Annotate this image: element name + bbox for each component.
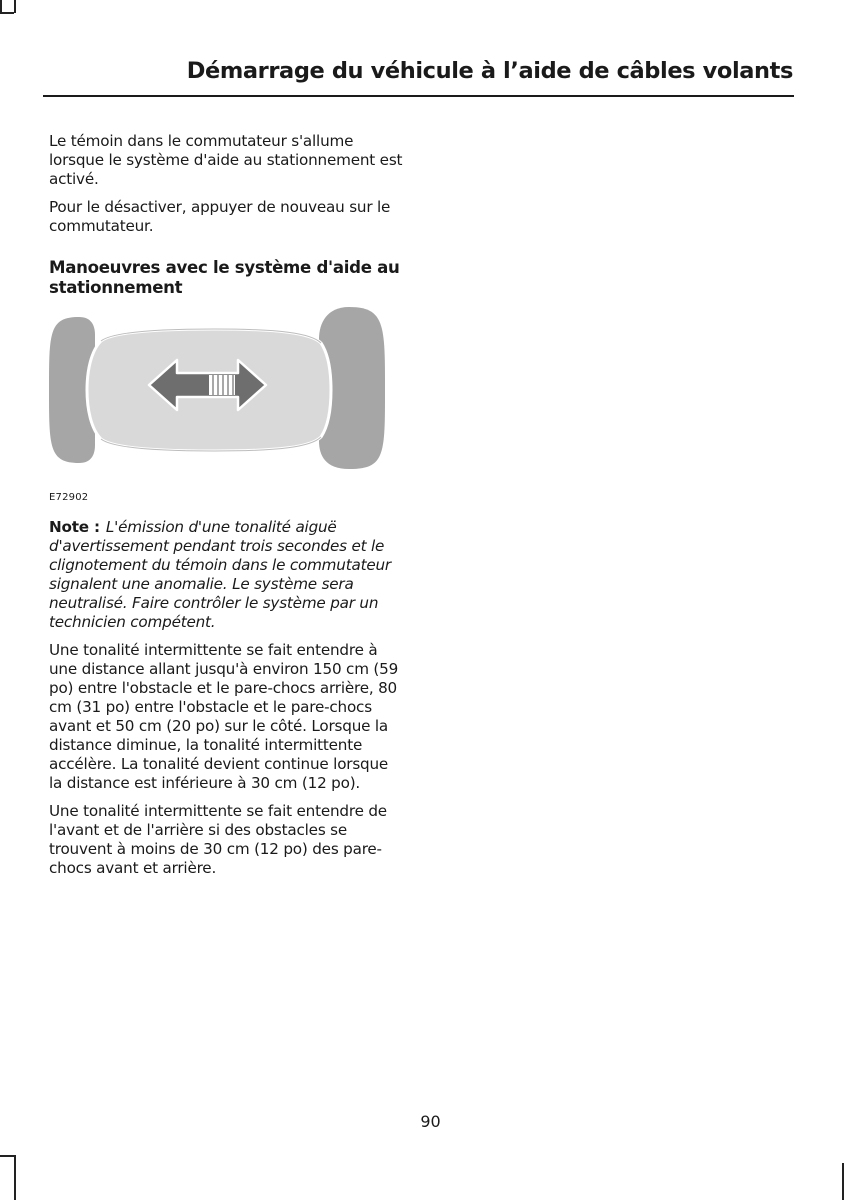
note [49, 518, 405, 632]
paragraph-deactivate: Pour le désactiver, appuyer de nouveau sur le commutateur. [49, 198, 391, 235]
section-heading: Manoeuvres avec le système d'aide au stationnement [49, 258, 400, 297]
page-title: Démarrage du véhicule à l’aide de câbles volants [186, 58, 793, 84]
page-number: 90 [420, 1112, 441, 1131]
crop-mark-top-left [0, 0, 2, 12]
parking-sensor-figure [49, 305, 389, 475]
crop-mark-bottom-left [14, 1155, 16, 1200]
header-divider [43, 95, 794, 97]
parking-sensor-car-diagram-icon [49, 305, 389, 475]
paragraph-front-rear: Une tonalité intermittente se fait entendre de l'avant et de l'arrière si des obstacles se trouvent à moins de 30 cm (12 po) des pare-chocs avant et arrière. [49, 802, 387, 877]
text-column [49, 132, 405, 298]
crop-mark-top-left-v [14, 0, 16, 13]
note-text: L'émission d'une tonalité aiguë d'avertissement pendant trois secondes et le clignotement du témoin dans le commutateur signalent une anomalie. Le système sera neutralisé. Faire contrôler le système par un technicien compétent. [49, 518, 391, 631]
note-label: Note : [49, 518, 100, 536]
paragraph-distances: Une tonalité intermittente se fait entendre à une distance allant jusqu'à environ 150 cm (59 po) entre l'obstacle et le pare-chocs arrière, 80 cm (31 po) entre l'obstacle et le pare-chocs avant et 50 cm (20 po) sur le côté. Lorsque la distance diminue, la tonalité intermittente accélère. La tonalité devient continue lorsque la distance est inférieure à 30 cm (12 po). [49, 641, 399, 792]
figure-code: E72902 [49, 492, 89, 503]
crop-mark-top-left-h [0, 12, 14, 14]
crop-mark-bottom-left-h [0, 1155, 15, 1157]
crop-mark-bottom-right [842, 1163, 844, 1200]
content-lower [49, 518, 405, 887]
paragraph-indicator-light: Le témoin dans le commutateur s'allume lorsque le système d'aide au stationnement est activé. [49, 132, 403, 188]
